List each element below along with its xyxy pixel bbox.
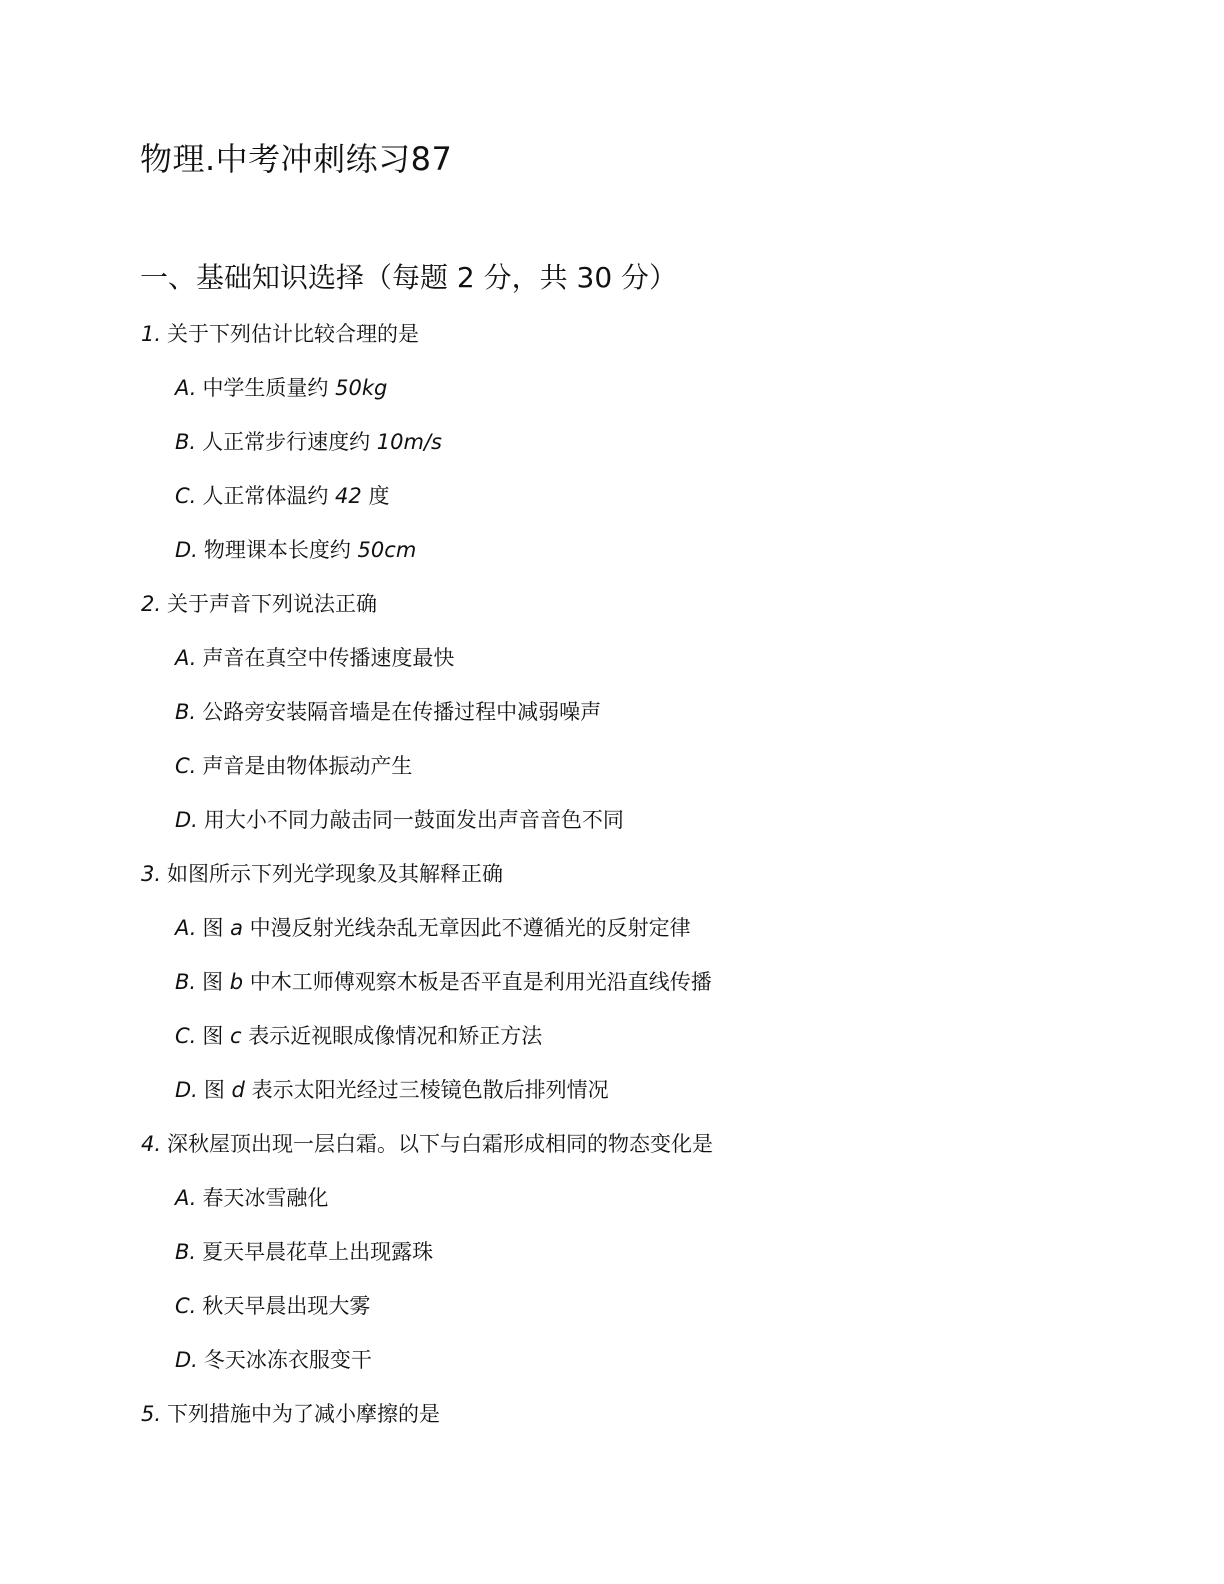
question-stem: 下列措施中为了减小摩擦的是 bbox=[167, 1402, 441, 1426]
option-tail: 中木工师傅观察木板是否平直是利用光沿直线传播 bbox=[243, 970, 712, 994]
option-label: C. bbox=[175, 484, 197, 508]
question-stem: 深秋屋顶出现一层白霜。以下与白霜形成相同的物态变化是 bbox=[167, 1132, 714, 1156]
option-label: D. bbox=[175, 1348, 198, 1372]
option-text: 图 bbox=[202, 970, 230, 994]
option-text: 夏天早晨花草上出现露珠 bbox=[202, 1240, 434, 1264]
option-text: 冬天冰冻衣服变干 bbox=[203, 1348, 372, 1372]
option-2c bbox=[175, 751, 412, 781]
option-1d bbox=[175, 535, 416, 565]
option-tail: 度 bbox=[361, 484, 390, 508]
option-text: 春天冰雪融化 bbox=[202, 1186, 329, 1210]
option-1a bbox=[175, 373, 387, 403]
option-text: 中学生质量约 bbox=[202, 376, 336, 400]
option-text: 人正常体温约 bbox=[202, 484, 336, 508]
question-number: 4. bbox=[141, 1132, 162, 1156]
question-4 bbox=[141, 1129, 713, 1159]
option-3d bbox=[175, 1075, 609, 1105]
question-number: 1. bbox=[141, 322, 162, 346]
option-value: b bbox=[229, 970, 244, 994]
option-text: 声音在真空中传播速度最快 bbox=[202, 646, 455, 670]
option-text: 图 bbox=[202, 1024, 231, 1048]
option-label: A. bbox=[175, 376, 197, 400]
option-1b bbox=[175, 427, 442, 457]
question-number: 3. bbox=[141, 862, 162, 886]
question-stem: 如图所示下列光学现象及其解释正确 bbox=[167, 862, 504, 886]
option-label: B. bbox=[175, 970, 197, 994]
question-1 bbox=[141, 319, 419, 349]
option-2a bbox=[175, 643, 454, 673]
question-3 bbox=[141, 859, 503, 889]
option-value: d bbox=[231, 1078, 245, 1102]
option-text: 图 bbox=[203, 1078, 232, 1102]
option-3a bbox=[175, 913, 691, 943]
question-number: 2. bbox=[141, 592, 162, 616]
option-text: 公路旁安装隔音墙是在传播过程中减弱噪声 bbox=[202, 700, 602, 724]
question-2 bbox=[141, 589, 377, 619]
option-label: A. bbox=[175, 646, 197, 670]
option-text: 用大小不同力敲击同一鼓面发出声音音色不同 bbox=[203, 808, 624, 832]
option-4a bbox=[175, 1183, 328, 1213]
option-label: C. bbox=[175, 1294, 197, 1318]
option-text: 声音是由物体振动产生 bbox=[202, 754, 413, 778]
option-label: A. bbox=[175, 916, 197, 940]
option-label: C. bbox=[175, 754, 197, 778]
option-label: D. bbox=[175, 808, 198, 832]
option-value: 50kg bbox=[335, 376, 388, 400]
option-2d bbox=[175, 805, 624, 835]
option-value: a bbox=[230, 916, 243, 940]
option-label: D. bbox=[175, 538, 198, 562]
option-value: 42 bbox=[335, 484, 362, 508]
option-label: B. bbox=[175, 700, 197, 724]
option-text: 人正常步行速度约 bbox=[202, 430, 377, 454]
option-label: D. bbox=[175, 1078, 198, 1102]
option-4c bbox=[175, 1291, 370, 1321]
question-stem: 关于声音下列说法正确 bbox=[167, 592, 378, 616]
option-4d bbox=[175, 1345, 372, 1375]
option-value: 50cm bbox=[357, 538, 417, 562]
option-4b bbox=[175, 1237, 433, 1267]
option-1c bbox=[175, 481, 389, 511]
section-heading: 一、基础知识选择（每题 2 分，共 30 分） bbox=[140, 261, 678, 294]
option-2b bbox=[175, 697, 601, 727]
option-3c bbox=[175, 1021, 542, 1051]
page-title: 物理.中考冲刺练习87 bbox=[140, 140, 453, 178]
option-tail: 中漫反射光线杂乱无章因此不遵循光的反射定律 bbox=[243, 916, 691, 940]
option-label: B. bbox=[175, 1240, 197, 1264]
option-value: 10m/s bbox=[376, 430, 442, 454]
option-3b bbox=[175, 967, 712, 997]
option-text: 秋天早晨出现大雾 bbox=[202, 1294, 371, 1318]
question-number: 5. bbox=[141, 1402, 162, 1426]
option-label: C. bbox=[175, 1024, 197, 1048]
option-label: B. bbox=[175, 430, 197, 454]
option-value: c bbox=[230, 1024, 242, 1048]
option-text: 图 bbox=[202, 916, 231, 940]
question-5 bbox=[141, 1399, 440, 1429]
option-tail: 表示太阳光经过三棱镜色散后排列情况 bbox=[244, 1078, 609, 1102]
option-label: A. bbox=[175, 1186, 197, 1210]
option-tail: 表示近视眼成像情况和矫正方法 bbox=[241, 1024, 543, 1048]
question-stem: 关于下列估计比较合理的是 bbox=[167, 322, 420, 346]
option-text: 物理课本长度约 bbox=[203, 538, 358, 562]
